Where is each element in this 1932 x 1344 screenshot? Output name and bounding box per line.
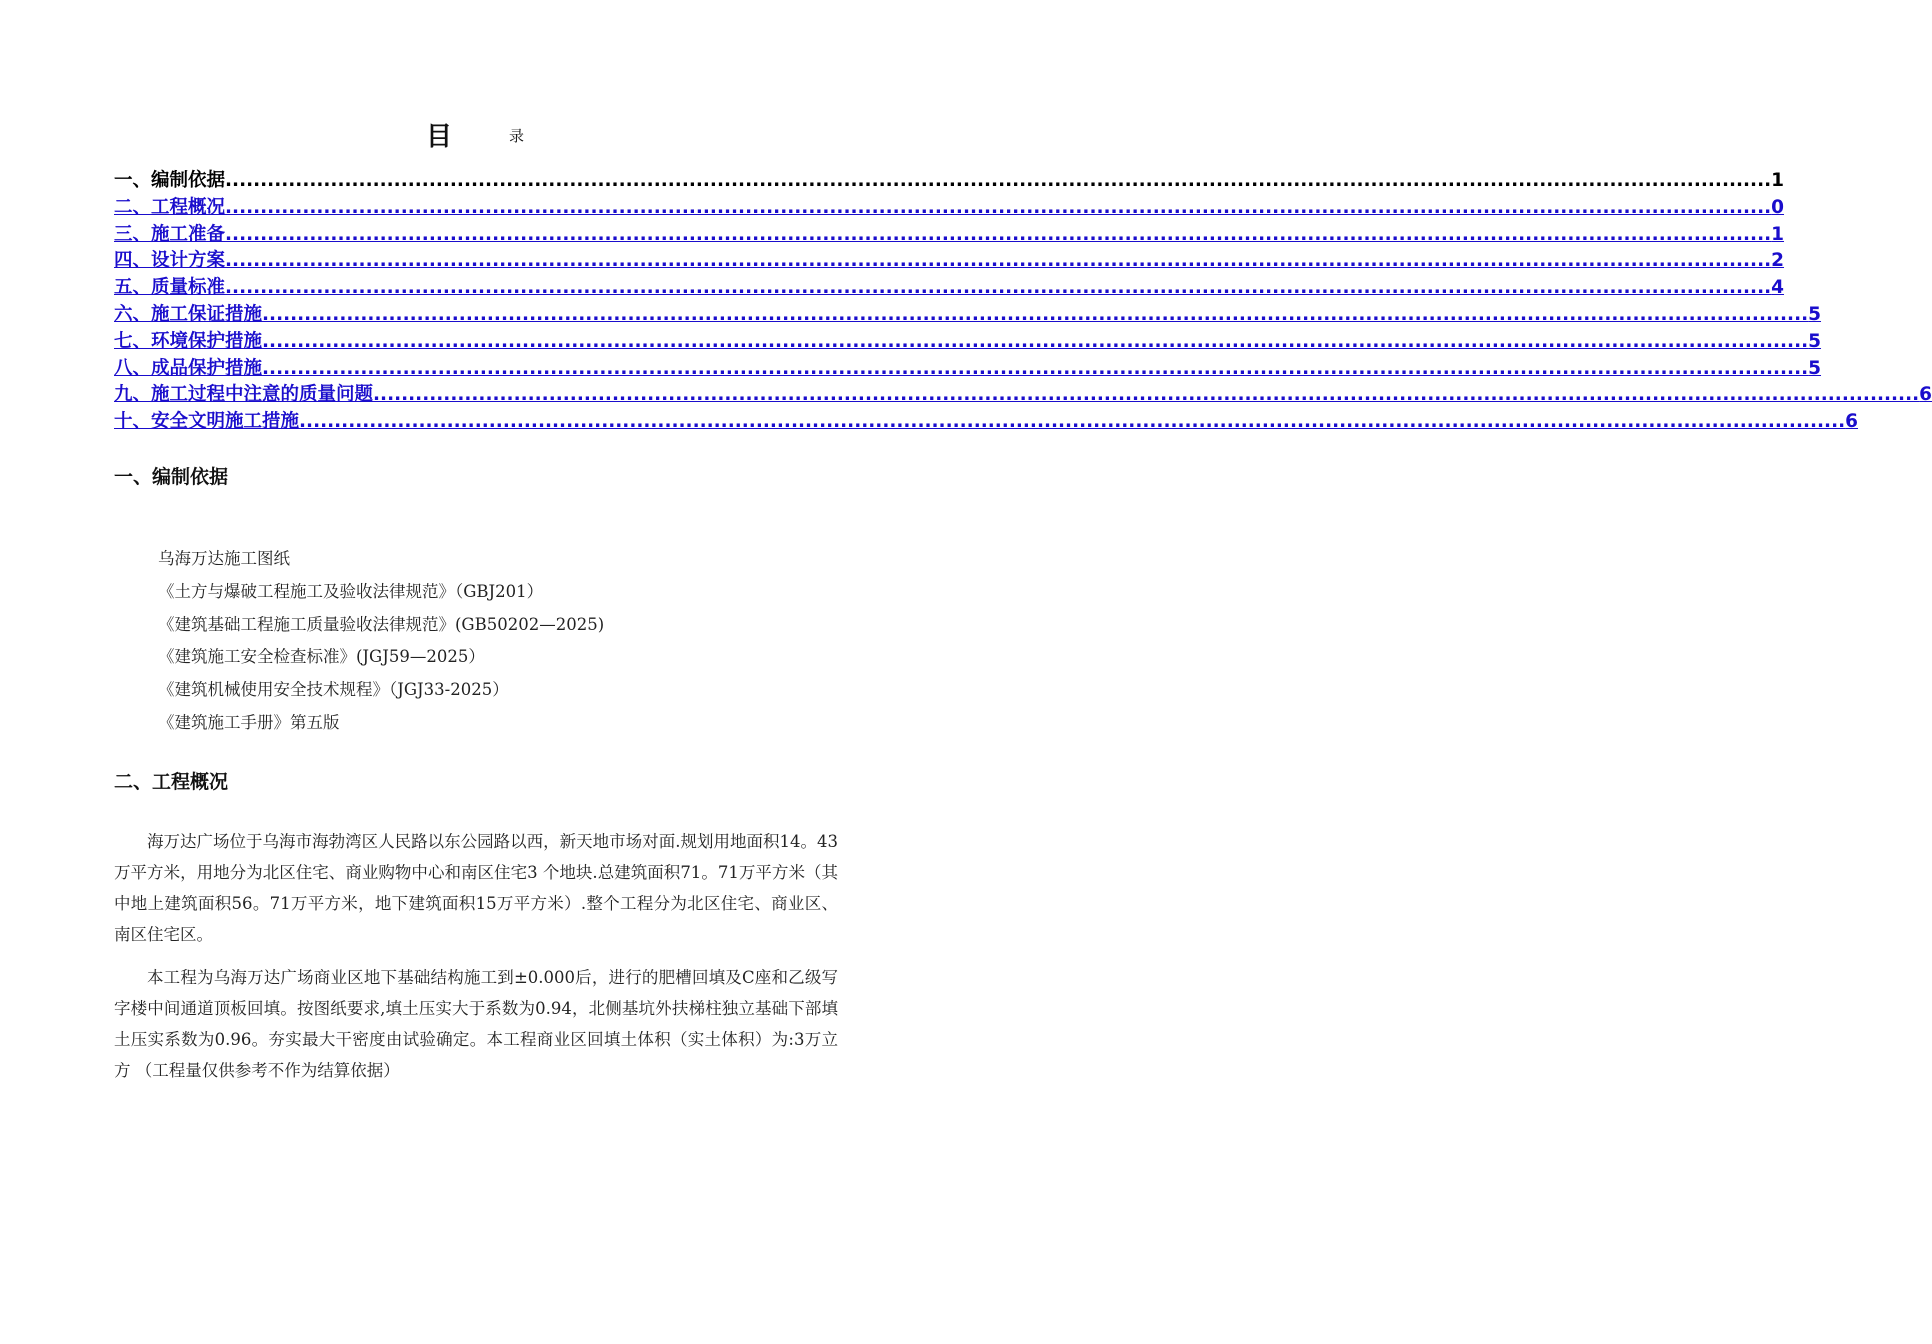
toc-entry-page-number: 2	[1771, 250, 1785, 272]
toc-entry[interactable]	[114, 166, 1785, 193]
toc-entry-page-number: 6	[1919, 384, 1932, 406]
toc-entry-page-number: 0	[1771, 196, 1785, 218]
toc-title-sub: 录	[509, 127, 525, 145]
toc-dot-leader: ............................................................................................................................................................................................................................	[225, 196, 1772, 218]
toc-entry[interactable]	[114, 354, 1822, 381]
toc-title	[0, 116, 950, 156]
reference-list	[158, 543, 604, 740]
toc-dot-leader: ............................................................................................................................................................................................................................	[262, 330, 1809, 352]
toc-dot-leader: ............................................................................................................................................................................................................................	[299, 411, 1846, 433]
toc-entry-page-number: 5	[1808, 303, 1822, 325]
toc-entry-label: 三、施工准备	[114, 223, 226, 245]
section-heading-basis: 一、编制依据	[114, 466, 229, 488]
table-of-contents	[114, 166, 1932, 434]
toc-entry[interactable]	[114, 193, 1785, 220]
toc-entry-page-number: 4	[1771, 277, 1785, 299]
overview-paragraph-1: 海万达广场位于乌海市海勃湾区人民路以东公园路以西，新天地市场对面.规划用地面积14。43 万平方米，用地分为北区住宅、商业购物中心和南区住宅3 个地块.总建筑面积71。71万平方米（其中地上建筑面积56。71万平方米，地下建筑面积15万平方米）.整个工程分为北区住宅、商业区、南区住宅区。	[114, 832, 838, 944]
toc-entry-label: 九、施工过程中注意的质量问题	[114, 384, 374, 406]
toc-entry-page-number: 6	[1845, 411, 1859, 433]
reference-item: 乌海万达施工图纸	[158, 549, 290, 568]
toc-entry-label: 四、设计方案	[114, 250, 226, 272]
toc-entry-label: 七、环境保护措施	[114, 330, 263, 352]
toc-entry-label: 八、成品保护措施	[114, 357, 263, 379]
toc-entry-page-number: 1	[1771, 223, 1785, 245]
toc-entry-page-number: 1	[1771, 170, 1785, 191]
toc-entry[interactable]	[114, 300, 1822, 327]
toc-entry-page-number: 5	[1808, 357, 1822, 379]
toc-entry[interactable]	[114, 407, 1859, 434]
toc-entry-label: 五、质量标准	[114, 277, 226, 299]
reference-item: 《建筑基础工程施工质量验收法律规范》(GB50202—2025)	[158, 614, 605, 634]
toc-dot-leader: ............................................................................................................................................................................................................................	[262, 303, 1809, 325]
section-heading-overview: 二、工程概况	[114, 771, 229, 793]
toc-entry-label: 二、工程概况	[114, 196, 226, 218]
toc-dot-leader: ............................................................................................................................................................................................................................	[262, 357, 1809, 379]
reference-item: 《土方与爆破工程施工及验收法律规范》（GBJ201）	[158, 581, 544, 601]
toc-dot-leader: ............................................................................................................................................................................................................................	[225, 170, 1772, 191]
toc-entry-label: 十、安全文明施工措施	[114, 411, 300, 433]
toc-entry-label: 一、编制依据	[114, 170, 226, 191]
toc-dot-leader: ............................................................................................................................................................................................................................	[373, 384, 1920, 406]
toc-entry[interactable]	[114, 273, 1785, 300]
toc-entry[interactable]	[114, 327, 1822, 354]
toc-entry-label: 六、施工保证措施	[114, 303, 263, 325]
toc-dot-leader: ............................................................................................................................................................................................................................	[225, 250, 1772, 272]
reference-item: 《建筑施工手册》第五版	[158, 712, 340, 732]
toc-entry-page-number: 5	[1808, 330, 1822, 352]
reference-item: 《建筑施工安全检查标准》(JGJ59—2025）	[158, 647, 485, 667]
toc-dot-leader: ............................................................................................................................................................................................................................	[225, 277, 1772, 299]
overview-paragraph-2: 本工程为乌海万达广场商业区地下基础结构施工到±0.000后，进行的肥槽回填及C座和乙级写字楼中间通道顶板回填。按图纸要求,填土压实大于系数为0.94，北侧基坑外扶梯柱独立基础下部填土压实系数为0.96。夯实最大干密度由试验确定。本工程商业区回填土体积（实土体积）为:3万立方 （工程量仅供参考不作为结算依据）	[114, 968, 838, 1080]
toc-entry[interactable]	[114, 380, 1932, 407]
reference-item: 《建筑机械使用安全技术规程》（JGJ33-2025）	[158, 680, 509, 700]
toc-dot-leader: ............................................................................................................................................................................................................................	[225, 223, 1772, 245]
toc-entry[interactable]	[114, 220, 1785, 247]
toc-entry[interactable]	[114, 246, 1785, 273]
toc-title-main: 目	[426, 122, 453, 152]
